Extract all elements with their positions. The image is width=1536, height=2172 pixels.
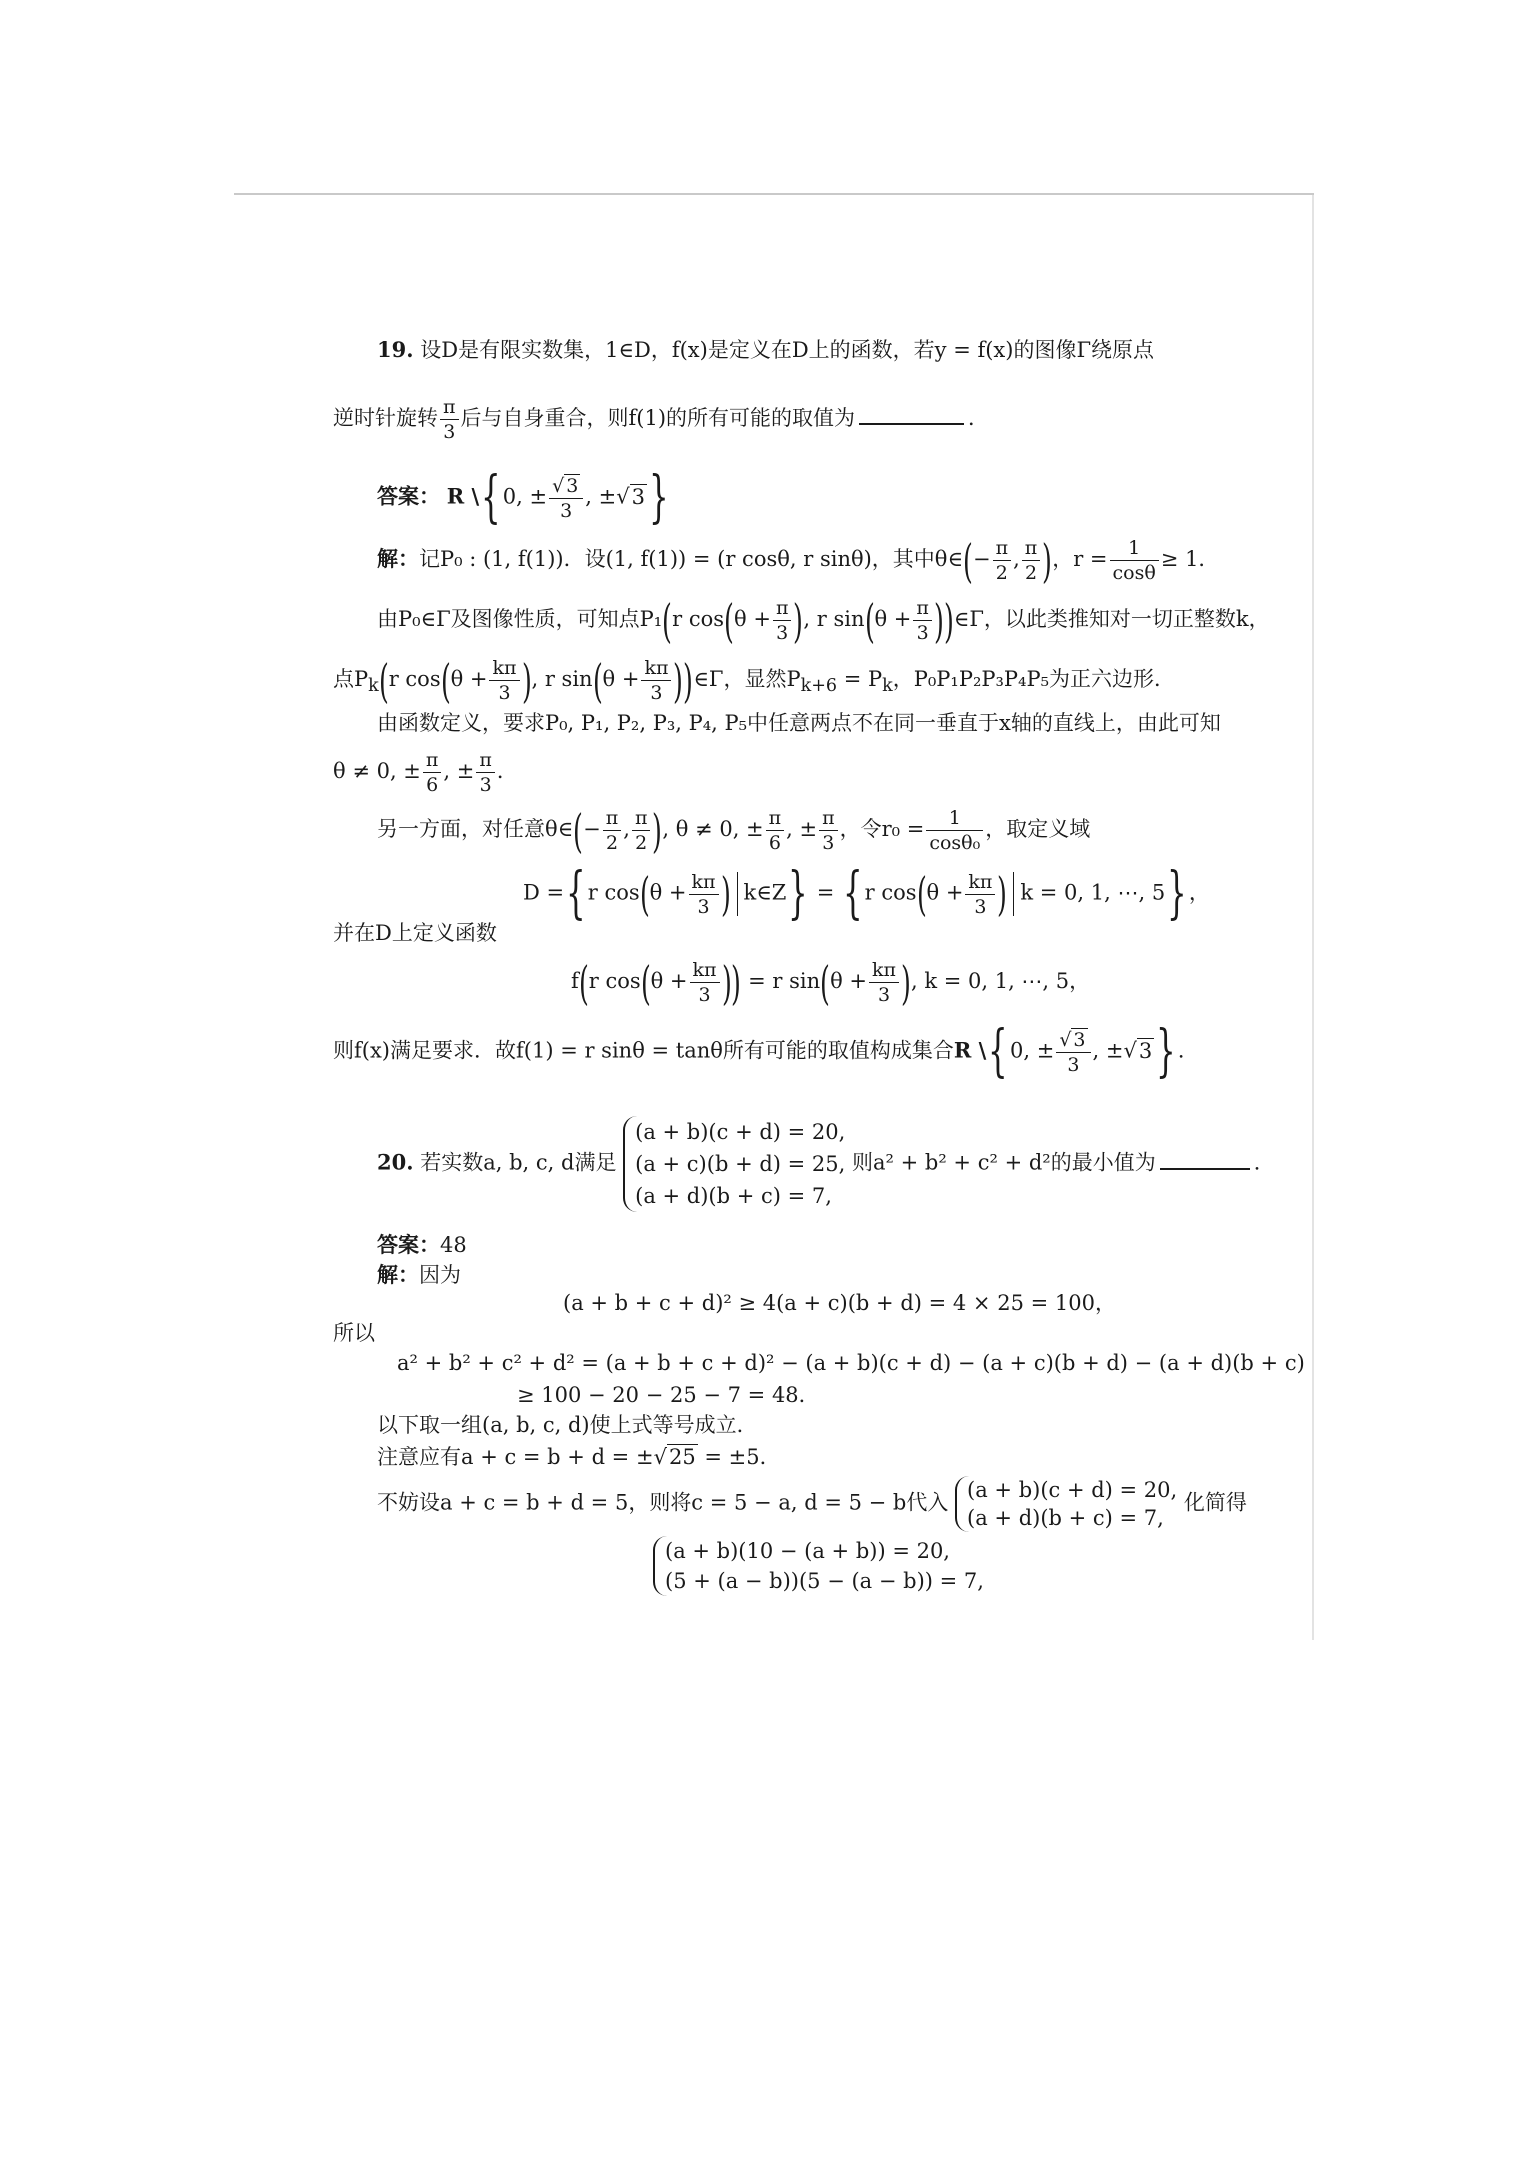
q19-stem-1: 设D是有限实数集，1∈D，f(x)是定义在D上的函数，若y = f(x)的图像Γ绕原点 (420, 338, 1155, 362)
fraction-sqrt3-3: $\frac{√ 3}{3}$ (549, 474, 583, 523)
q19-answer: 答案： R \{0, ± $\frac{√ 3}{3}$ , ±√3} (377, 465, 669, 530)
q20-solution-1: 解：因为 (377, 1262, 461, 1287)
q20-answer: 答案：48 (377, 1232, 467, 1257)
q19-stem-2a: 逆时针旋转 (333, 406, 438, 430)
answer-blank (859, 401, 964, 425)
q19-number: 19. (377, 337, 414, 362)
top-rule (234, 193, 1314, 195)
q19-solution-6: 另一方面，对任意θ∈(− $\frac{\pi}{2}$ , $\frac{\pi}{2}$ ), θ ≠ 0, ± $\frac{\pi}{6}$ , ± $\frac{\pi}{3}$ ，令r₀ = $\frac{1}{\text{cosθ₀}}$ ，取定义域 (377, 803, 1091, 858)
q19-conclusion: 则f(x)满足要求．故f(1) = r sinθ = tanθ所有可能的取值构成集合R \{0, ± $\frac{√ 3}{3}$ , ±√3}． (333, 1019, 1199, 1084)
q19-line1 (377, 335, 1154, 365)
q19-stem-2b: 后与自身重合，则f(1)的所有可能的取值为 (460, 406, 856, 430)
q20-simplified-system: (a + b)(10 − (a + b)) = 20, (5 + (a − b))(5 − (a − b)) = 7, (653, 1536, 984, 1596)
q20-eq-4 (653, 1536, 984, 1596)
right-rule (1312, 195, 1314, 1640)
q20-system: (a + b)(c + d) = 20, (a + c)(b + d) = 25, (a + d)(b + c) = 7, (623, 1116, 845, 1212)
q20-number: 20. (377, 1149, 414, 1175)
q20-stem: 20. 若实数a, b, c, d满足 (a + b)(c + d) = 20, (a + c)(b + d) = 25, (a + d)(b + c) = 7, 则a² + b² + c² + d²的最小值为 ． (377, 1116, 1275, 1212)
q20-eq-1: (a + b + c + d)² ≥ 4(a + c)(b + d) = 4 × 25 = 100， (563, 1291, 1116, 1315)
q20-solution-5: 不妨设a + c = b + d = 5，则将c = 5 − a, d = 5 − b代入 (a + b)(c + d) = 20, (a + d)(b + c) = 7, 化简得 (377, 1478, 1247, 1530)
q20-solution-2: 所以 (333, 1321, 375, 1345)
q19-domain-equation: D ={r cos(θ + $\frac{k\pi}{3}$ ) k∈Z} = {r cos(θ + $\frac{k\pi}{3}$ ) k = 0, 1, ⋯, 5}， (523, 861, 1210, 926)
q20-eq-2: a² + b² + c² + d² = (a + b + c + d)² − (a + b)(c + d) − (a + c)(b + d) − (a + d)(b + c) (397, 1351, 1305, 1375)
q20-solution-3: 以下取一组(a, b, c, d)使上式等号成立． (377, 1413, 758, 1437)
q19-line2: 逆时针旋转 $\frac{\pi}{3}$ 后与自身重合，则f(1)的所有可能的取值为 ． (333, 396, 990, 443)
q20-substitution-system: (a + b)(c + d) = 20, (a + d)(b + c) = 7, (955, 1476, 1177, 1532)
q19-solution-2: 由P₀∈Γ及图像性质，可知点P₁(r cos(θ + $\frac{\pi}{3}$ ), r sin(θ + $\frac{\pi}{3}$ ))∈Γ，以此类推知对一切正整数k， (377, 593, 1270, 648)
fraction-pi-3: $\frac{\pi}{3}$ (440, 395, 459, 444)
q19-solution-1: 解：记P₀ : (1, f(1))．设(1, f(1)) = (r cosθ, r sinθ)，其中θ∈(− $\frac{\pi}{2}$ , $\frac{\pi}{2}$ )，r = $\frac{1}{\cos\theta}$ ≥ 1． (377, 533, 1220, 588)
solution-label: 解： (377, 546, 419, 571)
q19-solution-8: 并在D上定义函数 (333, 921, 497, 945)
q20-eq-3: ≥ 100 − 20 − 25 − 7 = 48． (517, 1383, 820, 1407)
answer-blank (1160, 1146, 1250, 1170)
answer-label: 答案： (377, 483, 440, 509)
q19-solution-5: θ ≠ 0, ± $\frac{\pi}{6}$ , ± $\frac{\pi}{3}$ ． (333, 749, 518, 796)
answer-value: 48 (440, 1233, 467, 1257)
q20-solution-4: 注意应有a + c = b + d = ±√25 = ±5． (377, 1445, 781, 1469)
q19-solution-4: 由函数定义，要求P₀, P₁, P₂, P₃, P₄, P₅中任意两点不在同一垂直于x轴的直线上，由此可知 (377, 711, 1221, 735)
q19-function-equation: f(r cos(θ + $\frac{k\pi}{3}$ )) = r sin(θ + $\frac{k\pi}{3}$ ), k = 0, 1, ⋯, 5， (571, 955, 1091, 1010)
q19-solution-3: 点$P_k(r$ cos(θ + $\frac{k\pi}{3}$ ), r sin(θ + $\frac{k\pi}{3}$ ))∈Γ，显然$P_{k+6} = P_k$，P₀P₁P₂P₃P₄P₅为正六边形． (333, 653, 1176, 708)
